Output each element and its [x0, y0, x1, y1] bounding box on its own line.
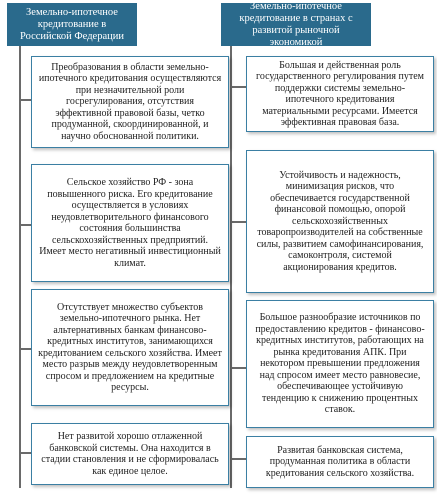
left-item-text: Нет развитой хорошо отлаженной банковской системы. Она находится в стадии становления и не сформировалась как единое целое. — [41, 431, 219, 477]
left-item-box — [31, 164, 229, 282]
left-connector-2 — [19, 224, 31, 226]
right-connector-4 — [230, 458, 246, 460]
right-header-text: Земельно-ипотечное кредитование в странах с развитой рыночной экономикой — [239, 0, 353, 48]
left-item-box — [31, 56, 229, 148]
right-spine-line — [230, 46, 232, 488]
right-item-text: Развитая банковская система, продуманная политика в области кредитования сельского хозяйства. — [265, 444, 415, 479]
left-item-box — [31, 423, 229, 485]
left-connector-3 — [19, 348, 31, 350]
right-item-box — [246, 300, 434, 428]
left-spine-line — [19, 46, 21, 488]
left-header-text: Земельно-ипотечное кредитование в Российской Федерации — [20, 6, 124, 42]
left-item-text: Отсутствует множество субъектов земельно-ипотечного рынка. Нет альтернативных банкам финансово-кредитных институтов, занимающихся кредитованием сельского хозяйства. Имеет место разрыв между неудовлетворенным спросом и предложением на кредитные ресурсы. — [38, 301, 222, 393]
right-connector-2 — [230, 221, 246, 223]
left-header — [7, 3, 137, 46]
right-connector-1 — [230, 86, 246, 88]
left-item-box — [31, 289, 229, 406]
right-header — [221, 0, 371, 48]
right-item-box — [246, 436, 434, 488]
right-item-text: Большое разнообразие источников по предоставлению кредитов - финансово-кредитных институтов, работающих на рынка кредитования АПК. При некотором превышении предложения над спросом имеет место равновесие, обеспечивающее устойчивую тенденцию к снижению процентных ставок. — [255, 312, 425, 416]
right-item-box — [246, 56, 434, 132]
left-item-text: Сельское хозяйство РФ - зона повышенного риска. Его кредитование осуществляется в условиях неудовлетворительного финансового состояния большинства сельскохозяйственных предприятий. Имеет место негативный инвестиционный климат. — [39, 177, 221, 269]
left-item-text: Преобразования в области земельно-ипотечного кредитования осуществляются при незначительной роли госрегулирования, отсутствия эффективной правовой базы, четко продуманной, скоординированной, и научно обоснованной политики. — [38, 61, 222, 142]
right-item-text: Большая и действенная роль государственного регулирования путем поддержки системы земельно-ипотечного кредитования материальными ресурсами. Имеется эффективная правовая база. — [255, 59, 425, 128]
right-item-text: Устойчивость и надежность, минимизация рисков, что обеспечивается государственной финансовой помощью, опорой сельскохозяйственных товаропроизводителей на собственные силы, развитием самофинансирования, самоконтроля, системой акционирования кредитов. — [256, 169, 424, 273]
left-connector-4 — [19, 452, 31, 454]
right-connector-3 — [230, 367, 246, 369]
right-item-box — [246, 150, 434, 293]
left-connector-1 — [19, 99, 31, 101]
